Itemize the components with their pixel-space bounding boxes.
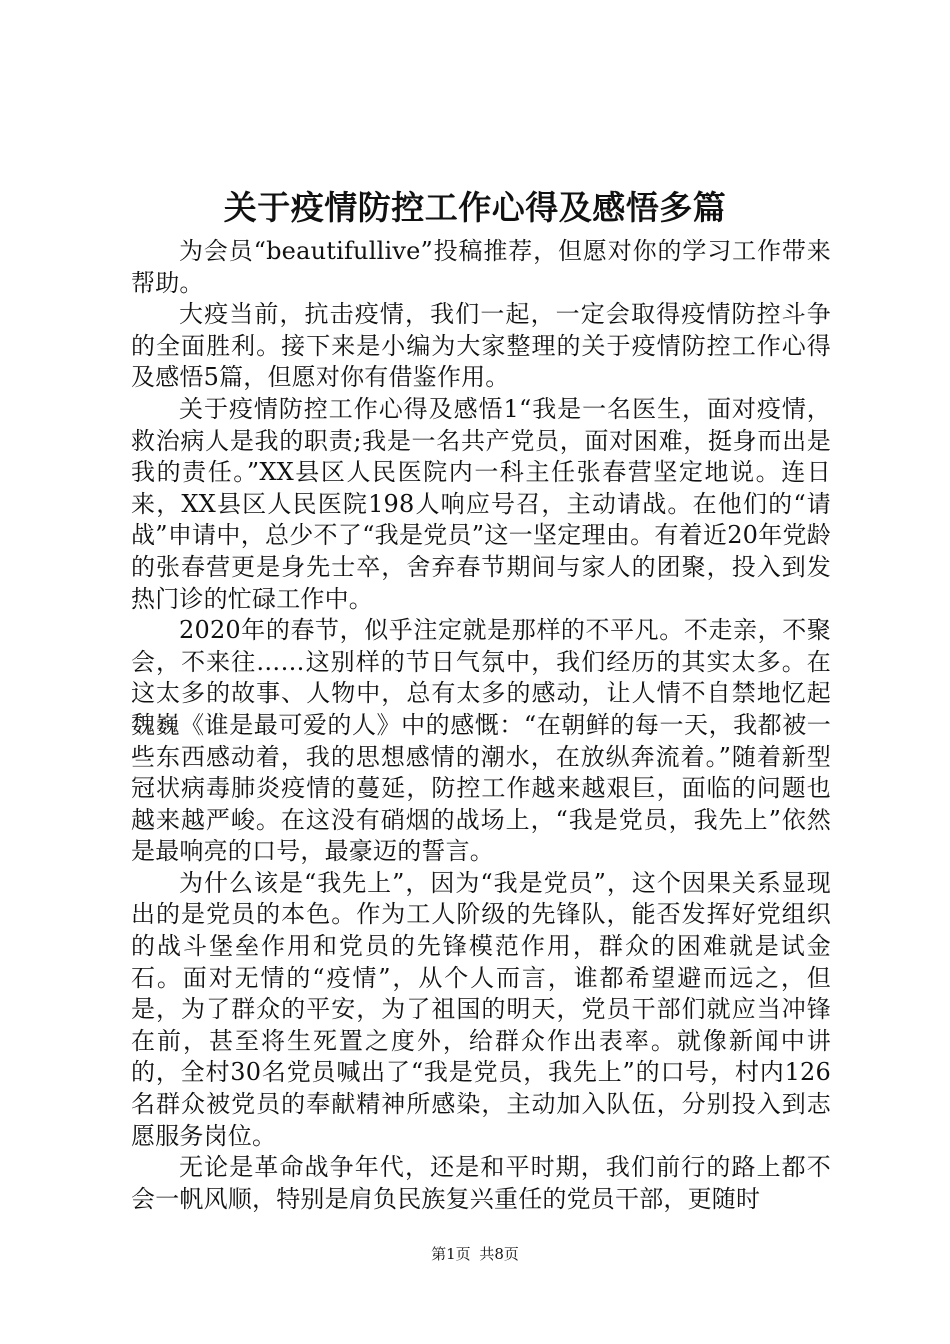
paragraph-party-member: 为什么该是“我先上”，因为“我是党员”，这个因果关系显现出的是党员的本色。作为工人阶级的先锋队，能否发挥好党组织的战斗堡垒作用和党员的先锋模范作用，群众的困难就是试金石。面对无情的“疫情”，从个人而言，谁都希望避而远之，但是，为了群众的平安，为了祖国的明天，党员干部们就应当冲锋在前，甚至将生死置之度外，给群众作出表率。就像新闻中讲的，全村30名党员喊出了“我是党员，我先上”的口号，村内126名群众被党员的奉献精神所感染，主动加入队伍，分别投入到志愿服务岗位。 <box>131 868 831 1150</box>
paragraph-essay-1: 关于疫情防控工作心得及感悟1“我是一名医生，面对疫情，救治病人是我的职责;我是一名共产党员，面对困难，挺身而出是我的责任。”XX县区人民医院内一科主任张春营坚定地说。连日来，XX县区人民医院198人响应号召，主动请战。在他们的“请战”申请中，总少不了“我是党员”这一坚定理由。有着近20年党龄的张春营更是身先士卒，舍弃春节期间与家人的团聚，投入到发热门诊的忙碌工作中。 <box>131 394 831 613</box>
page-total: 共8页 <box>479 1245 519 1263</box>
page-number: 第1页 <box>431 1245 471 1263</box>
document-body <box>131 236 831 1215</box>
document-title: 关于疫情防控工作心得及感悟多篇 <box>223 188 727 227</box>
paragraph-spring-festival: 2020年的春节，似乎注定就是那样的不平凡。不走亲，不聚会，不来往……这别样的节日气氛中，我们经历的其实太多。在这太多的故事、人物中，总有太多的感动，让人情不自禁地忆起魏巍《谁是最可爱的人》中的感慨：“在朝鲜的每一天，我都被一些东西感动着，我的思想感情的潮水，在放纵奔流着。”随着新型冠状病毒肺炎疫情的蔓延，防控工作越来越艰巨，面临的问题也越来越严峻。在这没有硝烟的战场上，“我是党员，我先上”依然是最响亮的口号，最豪迈的誓言。 <box>131 616 831 866</box>
page-footer <box>0 1244 950 1264</box>
paragraph-intro: 为会员“beautifullive”投稿推荐，但愿对你的学习工作带来帮助。 <box>131 237 831 297</box>
paragraph-continuation: 无论是革命战争年代，还是和平时期，我们前行的路上都不会一帆风顺，特别是肩负民族复兴重任的党员干部，更随时 <box>131 1153 831 1213</box>
paragraph-preface: 大疫当前，抗击疫情，我们一起，一定会取得疫情防控斗争的全面胜利。接下来是小编为大家整理的关于疫情防控工作心得及感悟5篇，但愿对你有借鉴作用。 <box>131 300 831 392</box>
